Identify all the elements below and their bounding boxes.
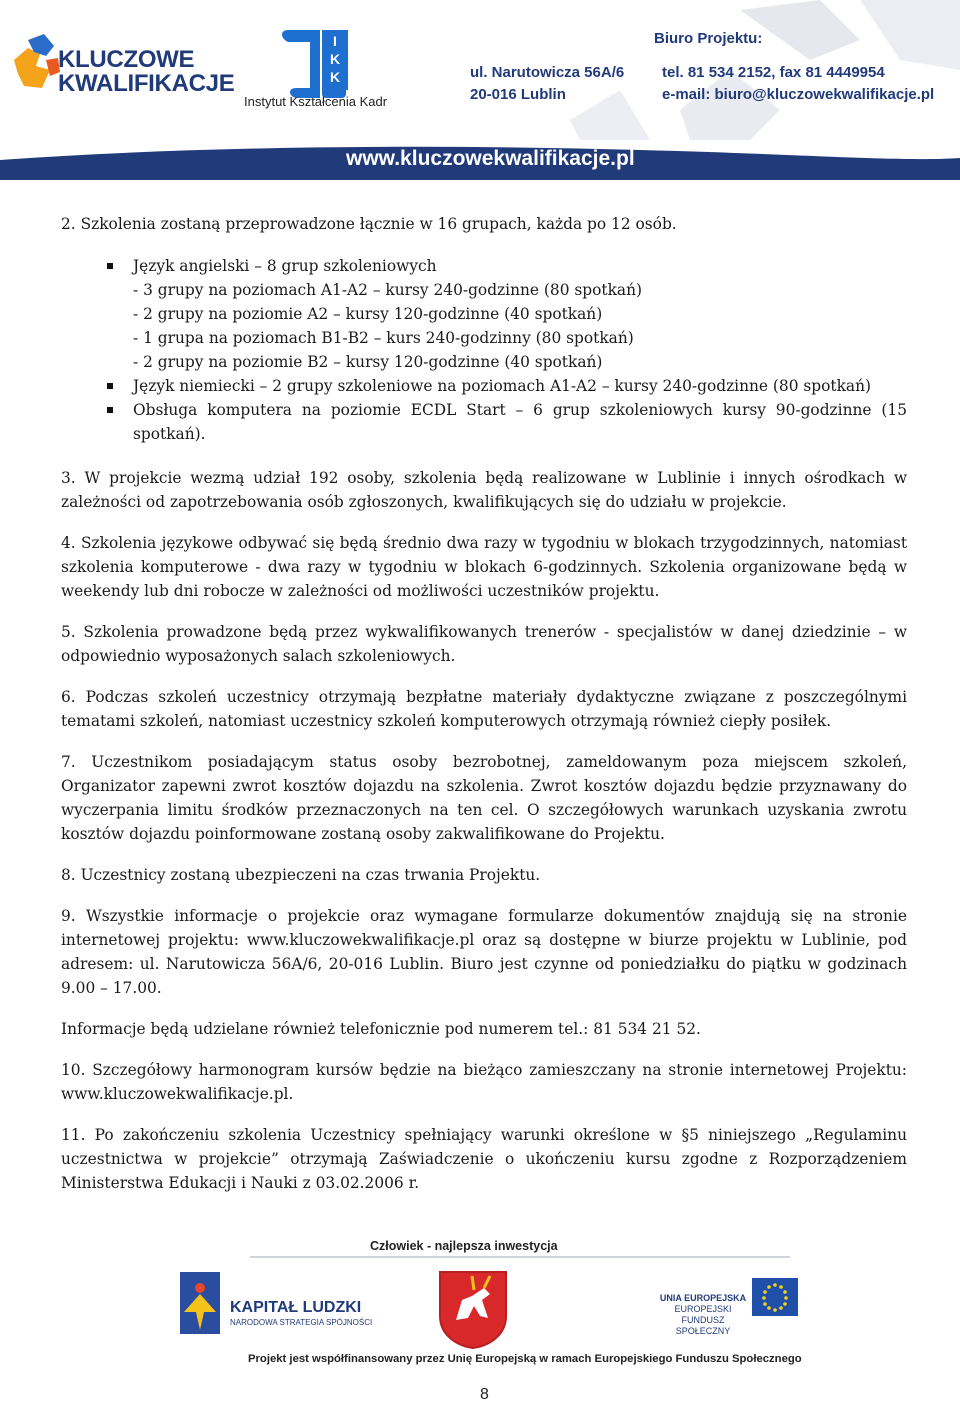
paragraph-7: 7. Uczestnikom posiadającym status osoby bezrobotnej, zameldowanym poza miejscem szkoleń, Organizator zapewni zwrot kosztów dojazdu na szkolenia. Zwrot kosztów dojazdu będzie przyznawany do wyczerpania limitu środków przeznaczonych na ten cel. O szczegółowych warunkach uzyskania zwrotu kosztów dojazdu poinformowane zostaną osoby zakwalifikowane do Projektu. (61, 753, 907, 843)
kapital-ludzki-name: KAPITAŁ LUDZKI (230, 1299, 362, 1316)
paragraph-2: 2. Szkolenia zostaną przeprowadzone łącznie w 16 grupach, każda po 12 osób. (61, 215, 677, 233)
course-list (133, 254, 907, 446)
list-item-english (133, 254, 907, 374)
kapital-ludzki-subtitle: NARODOWA STRATEGIA SPÓJNOŚCI (230, 1318, 373, 1327)
page-footer (0, 1230, 960, 1403)
paragraph-9-phone: Informacje będą udzielane również telefonicznie pod numerem tel.: 81 534 21 52. (61, 1020, 701, 1038)
square-bullet-icon (107, 383, 113, 389)
paragraph-11: 11. Po zakończeniu szkolenia Uczestnicy spełniający warunki określone w §5 niniejszego „Regulaminu uczestnictwa w projekcie” otrzymają Zaświadczenie o ukończeniu kursu zgodne z Rozporządzeniem Ministerstwa Edukacji i Nauki z 03.02.2006 r. (61, 1126, 907, 1192)
eu-flag-icon (752, 1278, 798, 1316)
address-line-2: 20-016 Lublin (470, 86, 566, 103)
paragraph-9: 9. Wszystkie informacje o projekcie oraz wymagane formularze dokumentów znajdują się na stronie internetowej projektu: www.kluczowekwalifikacje.pl oraz są dostępne w biurze projektu w Lublinie, pod adresem: ul. Narutowicza 56A/6, 20-016 Lublin. Biuro jest czynne od poniedziałku do piątku w godzinach 9.00 – 17.00. (61, 907, 907, 997)
paragraph-4: 4. Szkolenia językowe odbywać się będą średnio dwa razy w tygodniu w blokach trzygodzinnych, natomiast szkolenia komputerowe - dwa razy w tygodniu w blokach 6-godzinnych. Szkolenia organizowane będą w weekendy lub dni robocze w zależności od możliwości uczestników projektu. (61, 534, 907, 600)
eu-fund-label (658, 1293, 748, 1337)
english-sub-2: - 2 grupy na poziomie A2 – kursy 120-godzinne (40 spotkań) (133, 305, 603, 323)
eu-line-1: UNIA EUROPEJSKA (659, 1293, 747, 1303)
cofunding-note: Projekt jest współfinansowany przez Unię Europejską w ramach Europejskiego Funduszu Społecznego (248, 1353, 802, 1365)
ikk-letter-2: K (329, 51, 341, 67)
kapital-ludzki-logo-icon (180, 1272, 220, 1334)
computer-text: Obsługa komputera na poziomie ECDL Start – 6 grup szkoleniowych kursy 90-godzinne (15 spotkań). (133, 401, 907, 443)
english-sub-1: - 3 grupy na poziomach A1-A2 – kursy 240-godzinne (80 spotkań) (133, 281, 643, 299)
paragraph-10: 10. Szczegółowy harmonogram kursów będzie na bieżąco zamieszczany na stronie internetowej Projektu: www.kluczowekwalifikacje.pl. (61, 1061, 907, 1103)
eu-line-2: EUROPEJSKI (674, 1304, 732, 1314)
list-item-german (133, 374, 907, 398)
phone-line: tel. 81 534 2152, fax 81 4449954 (662, 64, 885, 81)
square-bullet-icon (107, 407, 113, 413)
logo-line-2: KWALIFIKACJE (58, 70, 235, 97)
paragraph-8: 8. Uczestnicy zostaną ubezpieczeni na czas trwania Projektu. (61, 866, 541, 884)
page-header (0, 0, 960, 180)
kk-logo-text (58, 48, 234, 96)
paragraph-3: 3. W projekcie wezmą udział 192 osoby, szkolenia będą realizowane w Lublinie i innych ośrodkach w zależności od zapotrzebowania osób zgłoszonych, kwalifikujących się do udziału w projekcie. (61, 469, 907, 511)
office-contact (662, 62, 934, 106)
address-line-1: ul. Narutowicza 56A/6 (470, 64, 625, 81)
paragraph-6: 6. Podczas szkoleń uczestnicy otrzymają bezpłatne materiały dydaktyczne związane z poszczególnymi tematami szkoleń, natomiast uczestnicy szkoleń komputerowych otrzymają również ciepły posiłek. (61, 688, 907, 730)
institute-name: Instytut Kształcenia Kadr (244, 94, 388, 109)
logo-line-1: KLUCZOWE (58, 46, 195, 73)
document-body (61, 212, 907, 1195)
office-title: Biuro Projektu: (654, 30, 763, 47)
german-text: Język niemiecki – 2 grupy szkoleniowe na poziomach A1-A2 – kursy 240-godzinne (80 spotkań) (133, 377, 872, 395)
website-link[interactable]: www.kluczowekwalifikacje.pl (346, 147, 635, 170)
page-number: 8 (480, 1386, 489, 1403)
ikk-letters-bar (322, 30, 348, 90)
square-bullet-icon (107, 263, 113, 269)
footer-divider (250, 1256, 790, 1260)
lubelskie-coat-of-arms-icon (438, 1270, 508, 1350)
footer-slogan: Człowiek - najlepsza inwestycja (370, 1239, 558, 1253)
eu-line-3: FUNDUSZ SPOŁECZNY (675, 1315, 731, 1336)
english-sub-3: - 1 grupa na poziomach B1-B2 – kurs 240-godzinny (80 spotkań) (133, 329, 634, 347)
paragraph-5: 5. Szkolenia prowadzone będą przez wykwalifikowanych trenerów - specjalistów w danej dziedzinie – w odpowiednio wyposażonych salach szkoleniowych. (61, 623, 907, 665)
ikk-letter-3: K (329, 69, 341, 85)
list-item-computer (133, 398, 907, 446)
ikk-letter-1: I (333, 33, 337, 49)
english-sub-4: - 2 grupy na poziomie B2 – kursy 120-godzinne (40 spotkań) (133, 353, 603, 371)
email-line[interactable]: e-mail: biuro@kluczowekwalifikacje.pl (662, 86, 935, 103)
english-title: Język angielski – 8 grup szkoleniowych (133, 257, 437, 275)
office-address (470, 62, 624, 106)
